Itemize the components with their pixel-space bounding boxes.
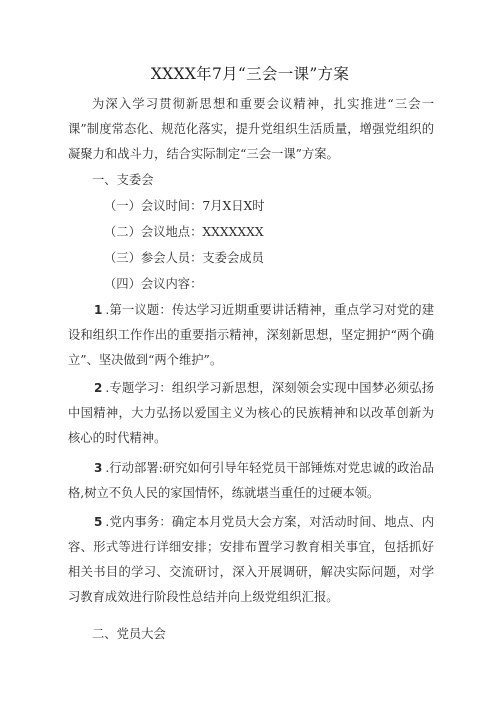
meeting-location-field: （二）会议地点：XXXXXXX [104, 225, 264, 239]
meeting-content-field: （四）会议内容： [104, 277, 203, 291]
participants-field: （三）参会人员：支委会成员 [104, 251, 264, 265]
agenda-item-number: 3 [94, 461, 103, 475]
intro-paragraph: 为深入学习贯彻新思想和重要会议精神，扎实推进“三会一课”制度常态化、规范化落实，提升党组织生活质量，增强党组织的凝聚力和战斗力，结合实际制定“三会一课”方案。 [68, 97, 434, 161]
document-title: XXXX年7月“三会一课”方案 [150, 65, 350, 83]
section-heading-party-congress: 二、党员大会 [92, 627, 166, 641]
agenda-item-text: .党内事务：确定本月党员大会方案，对活动时间、地点、内容、形式等进行详细安排；安排布置学习教育相关事宜，包括抓好相关书目的学习、交流研讨，深入开展调研，解决实际问题，对学习教育成效进行阶段性总结并向上级党组织汇报。 [68, 515, 434, 604]
agenda-item-2 [68, 376, 434, 451]
agenda-item-text: .行动部署:研究如何引导年轻党员干部锤炼对党忠诚的政治品格,树立不负人民的家国情怀，练就堪当重任的过硬本领。 [68, 461, 434, 500]
agenda-item-3 [68, 456, 434, 506]
agenda-item-text: .第一议题：传达学习近期重要讲话精神，重点学习对党的建设和组织工作作出的重要指示精神，深刻新思想，坚定拥护“两个确立”、坚决做到“两个维护”。 [68, 303, 434, 367]
agenda-item-1 [68, 298, 434, 373]
agenda-item-number: 2 [94, 381, 103, 395]
agenda-item-5 [68, 510, 434, 610]
agenda-item-number: 5 [94, 515, 103, 529]
agenda-item-number: 1 [94, 303, 103, 317]
meeting-time-field: （一）会议时间：7月X日X时 [104, 199, 265, 213]
agenda-item-text: .专题学习：组织学习新思想，深刻领会实现中国梦必须弘扬中国精神，大力弘扬以爱国主义为核心的民族精神和以改革创新为核心的时代精神。 [68, 381, 434, 445]
section-heading-branch-committee: 一、支委会 [92, 173, 154, 187]
